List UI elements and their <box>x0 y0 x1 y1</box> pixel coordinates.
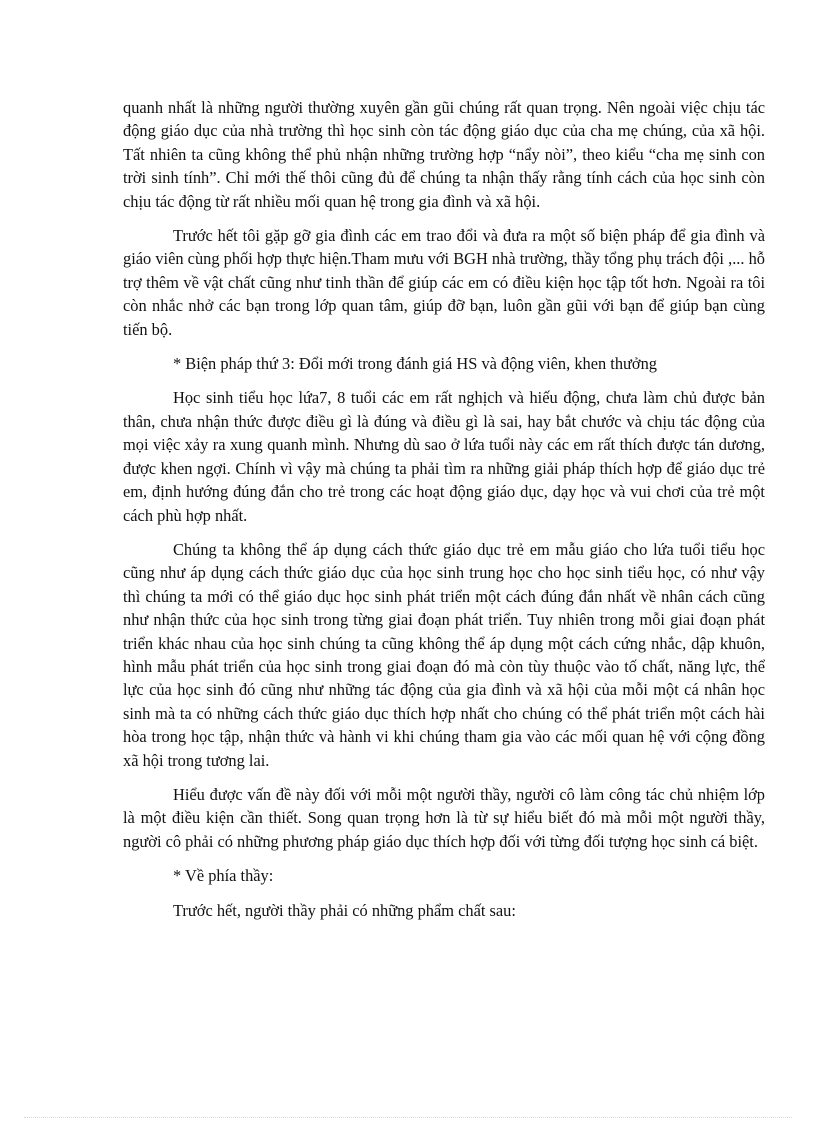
paragraph-family-influence: quanh nhất là những người thường xuyên gần gũi chúng rất quan trọng. Nên ngoài việc chịu tác động giáo dục của nhà trường thì học sinh còn tác động giáo dục của cha mẹ chúng, của xã hội. Tất nhiên ta cũng không thể phủ nhận những trường hợp “nẩy nòi”, theo kiểu “cha mẹ sinh con trời sinh tính”. Chỉ mới thế thôi cũng đủ để chúng ta nhận thấy rằng tính cách của học sinh còn chịu tác động từ rất nhiều mối quan hệ trong gia đình và xã hội. <box>123 98 765 211</box>
paragraph-family-meeting: Trước hết tôi gặp gỡ gia đình các em trao đổi và đưa ra một số biện pháp để gia đình và giáo viên cùng phối hợp thực hiện.Tham mưu với BGH nhà trường, thầy tổng phụ trách đội ,... hỗ trợ thêm về vật chất cũng như tinh thần để giúp các em có điều kiện học tập tốt hơn. Ngoài ra tôi còn nhắc nhở các bạn trong lớp quan tâm, giúp đỡ bạn, luôn gần gũi với bạn để giúp bạn cùng tiến bộ. <box>123 226 765 339</box>
paragraph-teacher-qualities: Trước hết, người thầy phải có những phẩm chất sau: <box>173 900 516 920</box>
section-heading-measure-3: * Biện pháp thứ 3: Đổi mới trong đánh giá HS và động viên, khen thưởng <box>173 354 657 374</box>
paragraph-primary-students: Học sinh tiểu học lứa7, 8 tuổi các em rất nghịch và hiếu động, chưa làm chủ được bản thân, chưa nhận thức được điều gì là đúng và điều gì là sai, hay bắt chước và chịu tác động của mọi việc xảy ra xung quanh mình. Nhưng dù sao ở lứa tuổi này các em rất thích được tán dương, được khen ngợi. Chính vì vậy mà chúng ta phải tìm ra những giải pháp thích hợp để giáo dục trẻ em, định hướng đúng đắn cho trẻ trong các hoạt động giáo dục, dạy học và vui chơi của trẻ một cách phù hợp nhất. <box>123 388 765 525</box>
section-heading-teacher-side: * Về phía thầy: <box>173 866 274 886</box>
page-bottom-border <box>24 1117 792 1118</box>
paragraph-education-methods: Chúng ta không thể áp dụng cách thức giáo dục trẻ em mẫu giáo cho lứa tuổi tiểu học cũng như áp dụng cách thức giáo dục của học sinh trung học cho học sinh tiểu học, có như vậy thì chúng ta mới có thể giáo dục học sinh phát triển một cách đúng đắn nhất về nhân cách cũng như nhận thức của học sinh trong từng giai đoạn phát triển. Tuy nhiên trong mỗi giai đoạn phát triển khác nhau của học sinh chúng ta cũng không thể áp dụng một cách cứng nhắc, dập khuôn, hình mẫu phát triển của học sinh trong giai đoạn đó mà còn tùy thuộc vào tố chất, năng lực, thể lực của học sinh đó cũng như những tác động của gia đình và xã hội của mỗi một cá nhân học sinh mà ta có những cách thức giáo dục thích hợp nhất cho chúng có thể phát triển một cách hài hòa trong học tập, nhận thức và hành vi khi chúng tham gia vào các mối quan hệ với cộng đồng xã hội trong tương lai. <box>123 539 765 770</box>
document-body <box>123 96 765 933</box>
paragraph-teacher-role: Hiểu được vấn đề này đối với mỗi một người thầy, người cô làm công tác chủ nhiệm lớp là một điều kiện cần thiết. Song quan trọng hơn là từ sự hiểu biết đó mà mỗi một người thầy, người cô phải có những phương pháp giáo dục thích hợp đối với từng đối tượng học sinh cá biệt. <box>123 784 765 851</box>
